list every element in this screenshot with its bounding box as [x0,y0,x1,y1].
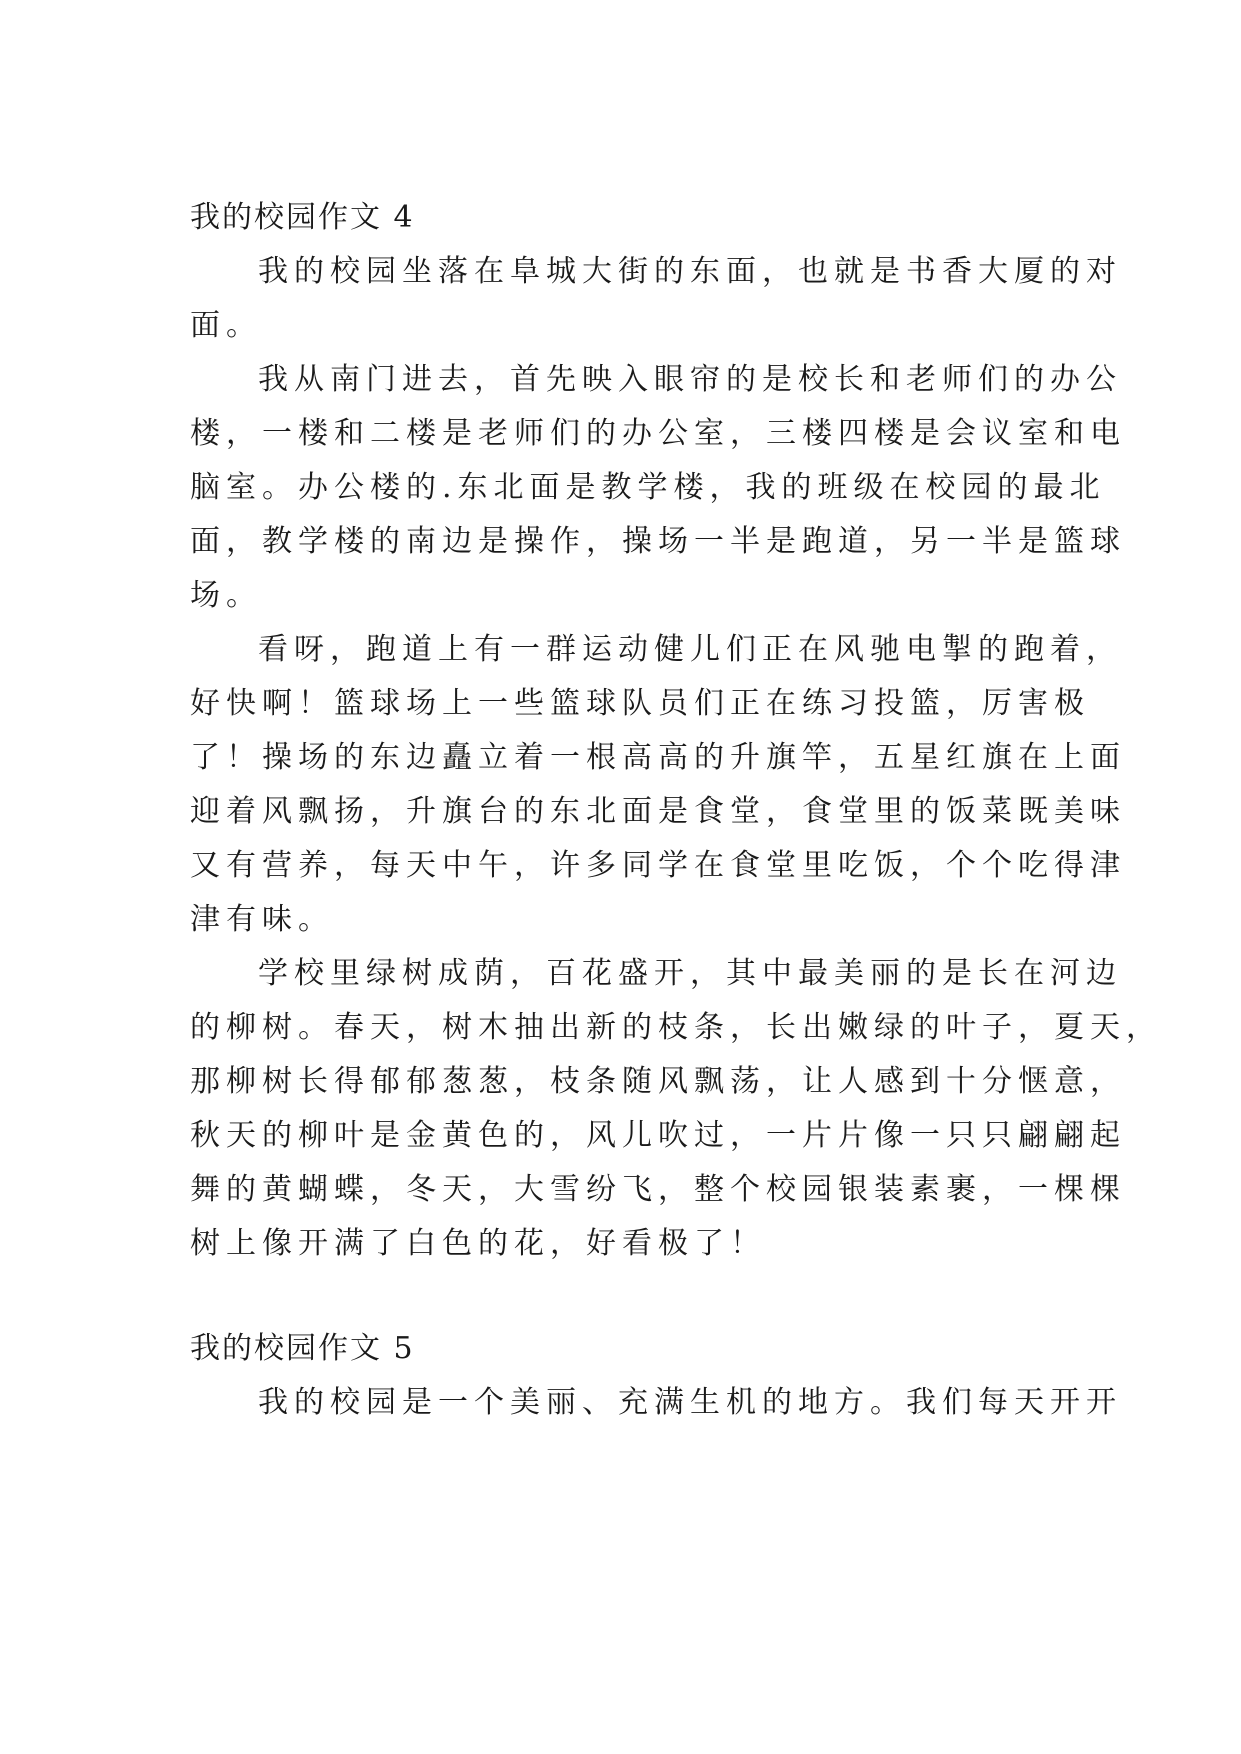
paragraph-line: 舞的黄蝴蝶，冬天，大雪纷飞，整个校园银装素裹，一棵棵 [190,1172,1126,1207]
paragraph-line: 了！操场的东边矗立着一根高高的升旗竿，五星红旗在上面 [190,740,1126,775]
section-heading-5: 我的校园作文 5 [190,1331,415,1366]
paragraph-line: 面，教学楼的南边是操作，操场一半是跑道，另一半是篮球 [190,524,1126,559]
paragraph-line: 我的校园是一个美丽、充满生机的地方。我们每天开开 [258,1385,1122,1420]
paragraph-line: 秋天的柳叶是金黄色的，风儿吹过，一片片像一只只翩翩起 [190,1118,1126,1153]
paragraph-line: 我从南门进去，首先映入眼帘的是校长和老师们的办公 [258,362,1122,397]
paragraph-line: 好快啊！篮球场上一些篮球队员们正在练习投篮，厉害极 [190,686,1090,721]
section-heading-4: 我的校园作文 4 [190,200,415,235]
paragraph-line: 脑室。办公楼的.东北面是教学楼，我的班级在校园的最北 [190,470,1106,505]
paragraph-line: 我的校园坐落在阜城大街的东面，也就是书香大厦的对 [258,254,1122,289]
paragraph-line: 场。 [190,578,262,613]
paragraph-line: 迎着风飘扬，升旗台的东北面是食堂，食堂里的饭菜既美味 [190,794,1126,829]
paragraph-line: 面。 [190,308,262,343]
paragraph-line: 津有味。 [190,902,334,937]
paragraph-line: 那柳树长得郁郁葱葱，枝条随风飘荡，让人感到十分惬意， [190,1064,1126,1099]
paragraph-line: 学校里绿树成荫，百花盛开，其中最美丽的是长在河边 [258,956,1122,991]
paragraph-line: 树上像开满了白色的花，好看极了！ [190,1226,766,1261]
paragraph-line: 楼，一楼和二楼是老师们的办公室，三楼四楼是会议室和电 [190,416,1126,451]
paragraph-line: 又有营养，每天中午，许多同学在食堂里吃饭，个个吃得津 [190,848,1126,883]
paragraph-line: 看呀，跑道上有一群运动健儿们正在风驰电掣的跑着， [258,632,1122,667]
paragraph-line: 的柳树。春天，树木抽出新的枝条，长出嫩绿的叶子，夏天， [190,1010,1162,1045]
